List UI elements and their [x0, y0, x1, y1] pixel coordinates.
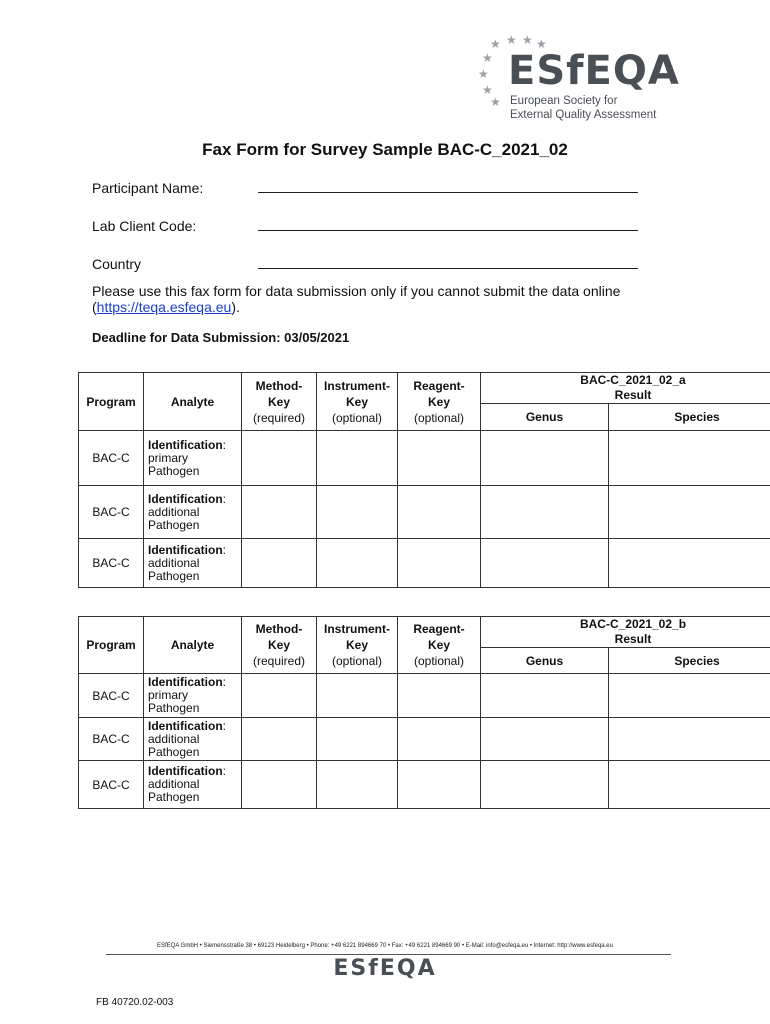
method-key-cell[interactable] [242, 674, 317, 718]
header-sample-result: BAC-C_2021_02_a Result [481, 373, 770, 404]
star-icon: ★ [482, 83, 493, 97]
header-genus: Genus [481, 648, 609, 674]
header-method-key: Method- Key (required) [242, 617, 317, 674]
species-cell[interactable] [609, 761, 770, 809]
lab-client-code-field[interactable] [258, 230, 638, 231]
table-row: BAC-C Identification: primary Pathogen [79, 431, 770, 486]
method-key-cell[interactable] [242, 761, 317, 809]
country-field[interactable] [258, 268, 638, 269]
star-icon: ★ [490, 37, 501, 51]
reagent-key-cell[interactable] [398, 674, 481, 718]
method-key-cell[interactable] [242, 539, 317, 588]
header-program: Program [79, 617, 144, 674]
reagent-key-cell[interactable] [398, 539, 481, 588]
star-icon: ★ [478, 67, 489, 81]
genus-cell[interactable] [481, 718, 609, 761]
species-cell[interactable] [609, 431, 770, 486]
genus-cell[interactable] [481, 761, 609, 809]
header-analyte: Analyte [144, 617, 242, 674]
participant-name-field[interactable] [258, 192, 638, 193]
deadline-text: Deadline for Data Submission: 03/05/2021 [92, 330, 350, 345]
species-cell[interactable] [609, 718, 770, 761]
method-key-cell[interactable] [242, 486, 317, 539]
genus-cell[interactable] [481, 539, 609, 588]
table-row: BAC-C Identification: primary Pathogen [79, 674, 770, 718]
form-number: FB 40720.02-003 [96, 997, 174, 1008]
instrument-key-cell[interactable] [317, 761, 398, 809]
star-icon: ★ [490, 95, 501, 109]
header-sample-result: BAC-C_2021_02_b Result [481, 617, 770, 648]
header-method-key: Method- Key (required) [242, 373, 317, 431]
genus-cell[interactable] [481, 486, 609, 539]
esfeqa-logo [478, 34, 688, 124]
header-species: Species [609, 648, 770, 674]
lab-client-code-label: Lab Client Code: [92, 218, 197, 234]
genus-cell[interactable] [481, 674, 609, 718]
header-reagent-key: Reagent- Key (optional) [398, 617, 481, 674]
participant-name-label: Participant Name: [92, 180, 204, 196]
country-label: Country [92, 256, 142, 272]
result-table-b [78, 616, 770, 809]
reagent-key-cell[interactable] [398, 761, 481, 809]
instrument-key-cell[interactable] [317, 539, 398, 588]
logo-subtitle: European Society for External Quality Assessment [510, 95, 657, 121]
teqa-link[interactable]: https://teqa.esfeqa.eu [96, 299, 232, 315]
result-table-a [78, 372, 770, 588]
logo-wordmark: ESfEQA [508, 48, 680, 94]
footer-logo: ESfEQA [333, 956, 437, 981]
instrument-key-cell[interactable] [317, 486, 398, 539]
instrument-key-cell[interactable] [317, 718, 398, 761]
reagent-key-cell[interactable] [398, 718, 481, 761]
table-row: BAC-C Identification: additional Pathogen [79, 486, 770, 539]
table-row: BAC-C Identification: additional Pathogen [79, 718, 770, 761]
star-icon: ★ [506, 33, 517, 47]
header-reagent-key: Reagent- Key (optional) [398, 373, 481, 431]
header-analyte: Analyte [144, 373, 242, 431]
header-instrument-key: Instrument- Key (optional) [317, 617, 398, 674]
instrument-key-cell[interactable] [317, 431, 398, 486]
footer-address: ESfEQA GmbH • Siemensstraße 38 • 69123 Heidelberg • Phone: +49 6221 894669 70 • Fax: +49 6221 894669 90 • E-Mail: info@esfeqa.eu • Internet: http://www.esfeqa.eu [157, 943, 613, 949]
species-cell[interactable] [609, 486, 770, 539]
submission-note: Please use this fax form for data submission only if you cannot submit the data online (https://teqa.esfeqa.eu). [92, 283, 621, 315]
header-instrument-key: Instrument- Key (optional) [317, 373, 398, 431]
reagent-key-cell[interactable] [398, 431, 481, 486]
reagent-key-cell[interactable] [398, 486, 481, 539]
star-icon: ★ [536, 37, 547, 51]
table-row: BAC-C Identification: additional Pathogen [79, 539, 770, 588]
header-genus: Genus [481, 404, 609, 431]
species-cell[interactable] [609, 674, 770, 718]
star-icon: ★ [522, 33, 533, 47]
method-key-cell[interactable] [242, 718, 317, 761]
header-species: Species [609, 404, 770, 431]
star-icon: ★ [482, 51, 493, 65]
instrument-key-cell[interactable] [317, 674, 398, 718]
form-title: Fax Form for Survey Sample BAC-C_2021_02 [202, 140, 568, 159]
table-row: BAC-C Identification: additional Pathogen [79, 761, 770, 809]
genus-cell[interactable] [481, 431, 609, 486]
header-program: Program [79, 373, 144, 431]
method-key-cell[interactable] [242, 431, 317, 486]
species-cell[interactable] [609, 539, 770, 588]
footer-divider [106, 954, 671, 955]
